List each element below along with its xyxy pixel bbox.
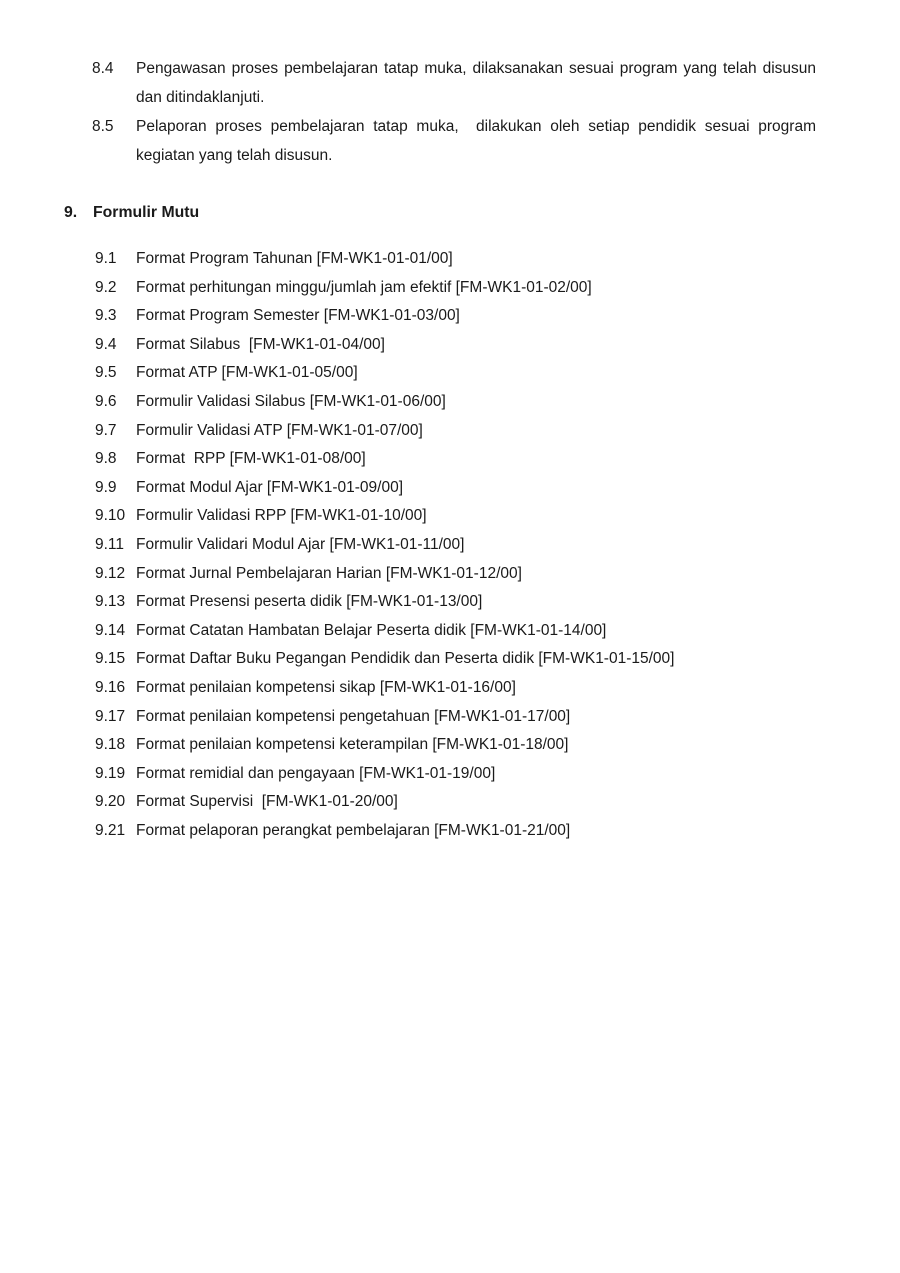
- item-number: 9.14: [95, 621, 126, 639]
- list-item: [0, 645, 900, 674]
- item-number: 9.8: [95, 450, 117, 468]
- item-text: Format Daftar Buku Pegangan Pendidik dan Peserta didik [FM-WK1-01-15/00]: [136, 650, 675, 668]
- paragraph-8-4: [0, 54, 900, 112]
- list-item: [0, 474, 900, 503]
- list-item: [0, 274, 900, 303]
- item-text: Formulir Validasi ATP [FM-WK1-01-07/00]: [136, 421, 423, 439]
- section-title: Formulir Mutu: [93, 204, 200, 221]
- item-number: 9.9: [95, 478, 117, 496]
- list-item: [0, 588, 900, 617]
- item-number: 9.6: [95, 392, 117, 410]
- list-item: [0, 617, 900, 646]
- item-number: 9.1: [95, 250, 117, 267]
- item-number: 9.13: [95, 593, 126, 611]
- item-text: Format penilaian kompetensi keterampilan [FM-WK1-01-18/00]: [136, 736, 569, 754]
- item-number: 9.12: [95, 564, 126, 582]
- item-text: Formulir Validari Modul Ajar [FM-WK1-01-11/00]: [136, 535, 465, 553]
- item-number: 9.2: [95, 278, 117, 296]
- list-item: [0, 703, 900, 732]
- paragraph-number: 8.5: [92, 118, 114, 135]
- item-text: Format Program Tahunan [FM-WK1-01-01/00]: [136, 250, 453, 267]
- item-text: Format Jurnal Pembelajaran Harian [FM-WK1-01-12/00]: [136, 564, 522, 582]
- paragraph-text: Pengawasan proses pembelajaran tatap muka, dilaksanakan sesuai program yang telah disusun dan ditindaklanjuti.: [136, 60, 821, 106]
- section-heading-formulir-mutu: [0, 198, 900, 227]
- item-text: Format perhitungan minggu/jumlah jam efektif [FM-WK1-01-02/00]: [136, 278, 592, 296]
- list-item: [0, 388, 900, 417]
- list-item: [0, 417, 900, 446]
- item-number: 9.20: [95, 793, 126, 811]
- item-number: 9.19: [95, 764, 126, 782]
- list-item: [0, 788, 900, 817]
- item-text: Formulir Validasi RPP [FM-WK1-01-10/00]: [136, 507, 427, 525]
- list-item: [0, 331, 900, 360]
- item-number: 9.5: [95, 364, 117, 382]
- item-text: Format RPP [FM-WK1-01-08/00]: [136, 450, 366, 468]
- list-item: [0, 760, 900, 789]
- item-number: 9.18: [95, 736, 126, 754]
- item-number: 9.21: [95, 821, 126, 839]
- item-number: 9.11: [95, 535, 125, 553]
- paragraph-text: Pelaporan proses pembelajaran tatap muka, dilakukan oleh setiap pendidik sesuai program kegiatan yang telah disusun.: [136, 118, 821, 164]
- list-item: [0, 245, 900, 274]
- paragraph-8-5: [0, 112, 900, 170]
- item-number: 9.4: [95, 335, 117, 353]
- item-number: 9.15: [95, 650, 126, 668]
- list-item: [0, 359, 900, 388]
- list-item: [0, 531, 900, 560]
- form-list: [0, 245, 900, 845]
- item-text: Format Presensi peserta didik [FM-WK1-01-13/00]: [136, 593, 483, 611]
- item-text: Format Silabus [FM-WK1-01-04/00]: [136, 335, 385, 353]
- item-number: 9.10: [95, 507, 126, 525]
- item-number: 9.7: [95, 421, 117, 439]
- item-text: Format Program Semester [FM-WK1-01-03/00]: [136, 307, 460, 325]
- paragraph-number: 8.4: [92, 60, 114, 77]
- list-item: [0, 560, 900, 589]
- item-number: 9.17: [95, 707, 126, 725]
- list-item: [0, 674, 900, 703]
- list-item: [0, 817, 900, 846]
- item-text: Formulir Validasi Silabus [FM-WK1-01-06/00]: [136, 392, 446, 410]
- item-number: 9.16: [95, 678, 126, 696]
- list-item: [0, 445, 900, 474]
- item-text: Format penilaian kompetensi pengetahuan [FM-WK1-01-17/00]: [136, 707, 571, 725]
- item-text: Format pelaporan perangkat pembelajaran [FM-WK1-01-21/00]: [136, 821, 571, 839]
- list-item: [0, 302, 900, 331]
- item-text: Format Catatan Hambatan Belajar Peserta didik [FM-WK1-01-14/00]: [136, 621, 607, 639]
- item-text: Format Modul Ajar [FM-WK1-01-09/00]: [136, 478, 404, 496]
- item-text: Format ATP [FM-WK1-01-05/00]: [136, 364, 358, 382]
- list-item: [0, 502, 900, 531]
- item-text: Format remidial dan pengayaan [FM-WK1-01-19/00]: [136, 764, 496, 782]
- list-item: [0, 731, 900, 760]
- item-text: Format Supervisi [FM-WK1-01-20/00]: [136, 793, 398, 811]
- section-number: 9.: [64, 204, 78, 221]
- item-number: 9.3: [95, 307, 117, 325]
- item-text: Format penilaian kompetensi sikap [FM-WK1-01-16/00]: [136, 678, 516, 696]
